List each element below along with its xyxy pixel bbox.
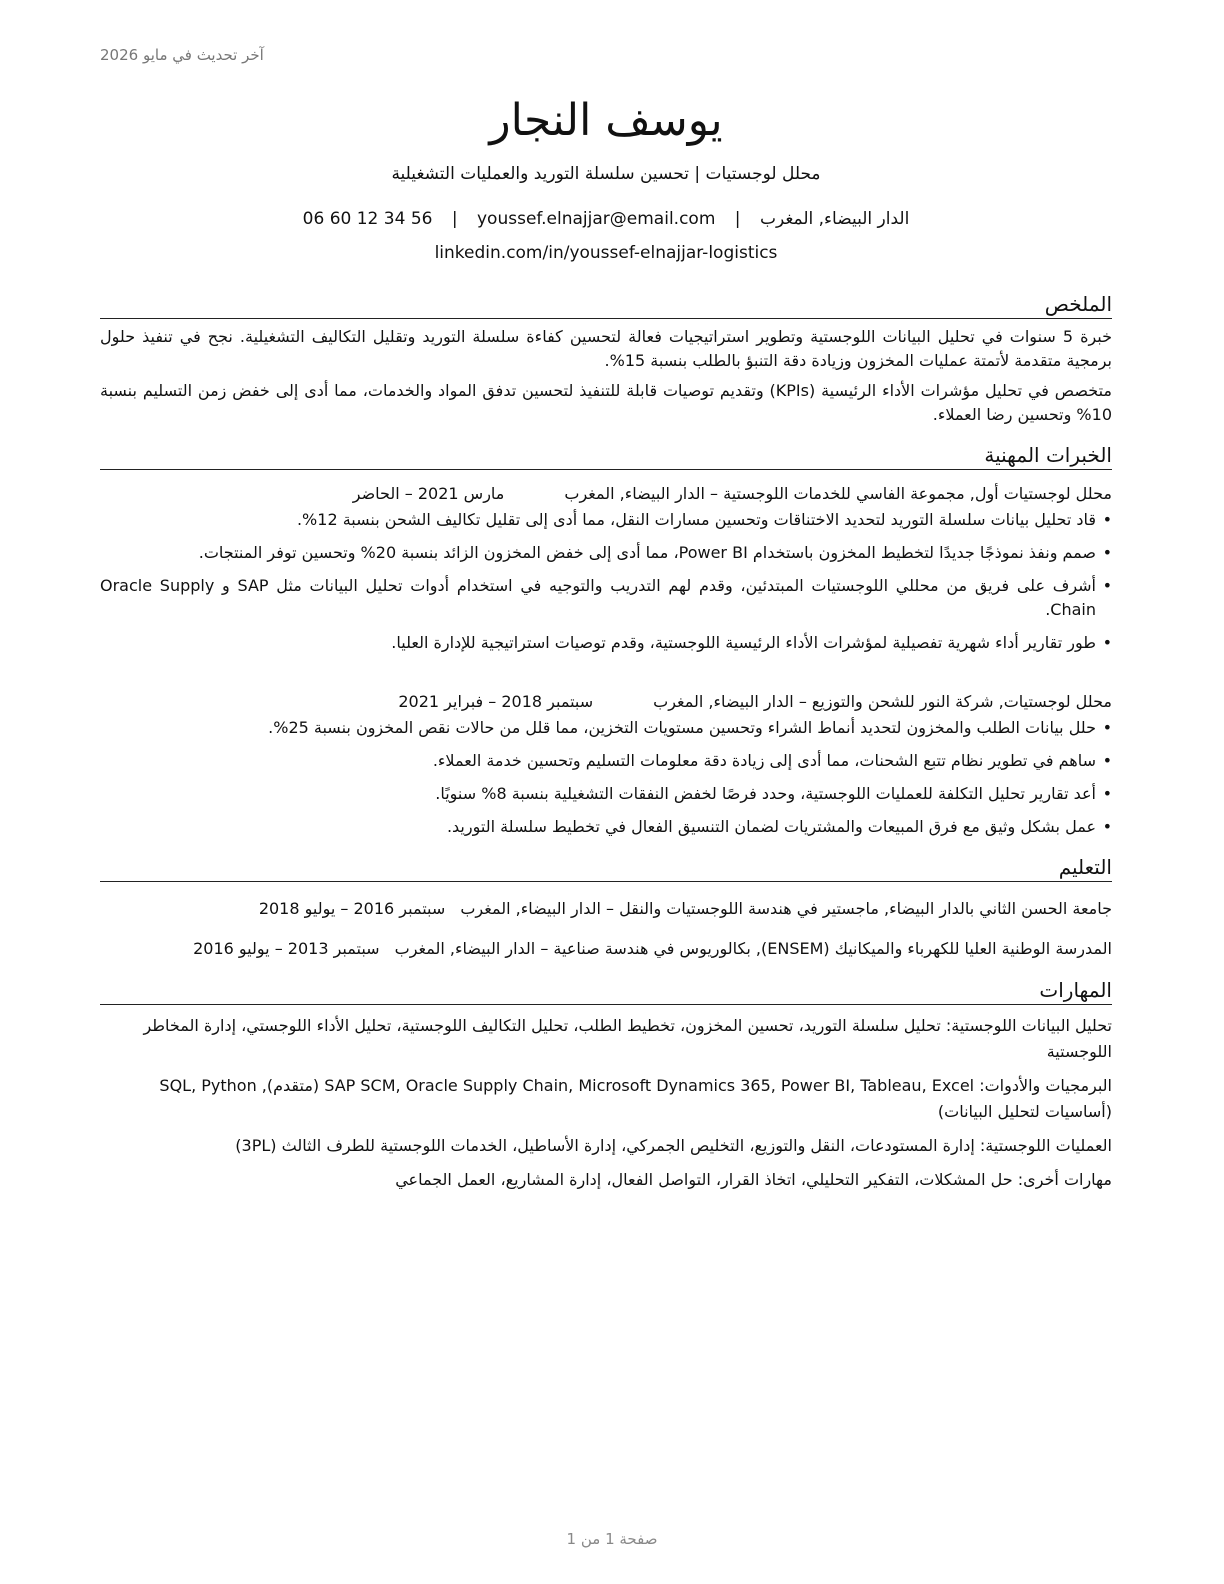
job-dates: مارس 2021 – الحاضر <box>352 484 505 503</box>
list-item: • أشرف على فريق من محللي اللوجستيات المبتدئين، وقدم لهم التدريب والتوجيه في استخدام أدوات تحليل البيانات مثل SAP و Oracle Supply Chain. <box>100 574 1112 622</box>
job-bullets <box>100 508 1112 655</box>
skills-section <box>100 976 1112 1193</box>
contact-email[interactable]: youssef.elnajjar@email.com <box>477 209 716 229</box>
skill-value: SAP SCM, Oracle Supply Chain, Microsoft Dynamics 365, Power BI, Tableau, Excel (متقدم), SQL, Python (أساسيات لتحليل البيانات) <box>159 1076 1112 1121</box>
summary-paragraph: خبرة 5 سنوات في تحليل البيانات اللوجستية وتطوير استراتيجيات فعالة لتحسين كفاءة سلسلة التوريد وتقليل التكاليف التشغيلية. نجح في تنفيذ حلول برمجية متقدمة لأتمتة عمليات المخزون وزيادة دقة التنبؤ بالطلب بنسبة 15%. <box>100 327 1112 370</box>
page-number: صفحة 1 من 1 <box>566 1530 658 1548</box>
education-text: جامعة الحسن الثاني بالدار البيضاء, ماجستير في هندسة اللوجستيات والنقل – الدار البيضاء, المغرب <box>460 899 1112 918</box>
skill-label: البرمجيات والأدوات: <box>979 1076 1112 1095</box>
skill-label: مهارات أخرى: <box>1017 1170 1112 1189</box>
job-entry <box>100 690 1112 839</box>
skill-line <box>100 1073 1112 1125</box>
experience-section <box>100 441 1112 839</box>
job-header <box>100 690 1112 714</box>
list-item: • قاد تحليل بيانات سلسلة التوريد لتحديد الاختناقات وتحسين مسارات النقل، مما أدى إلى تقليل تكاليف الشحن بنسبة 12%. <box>100 508 1112 532</box>
skill-value: تحليل سلسلة التوريد، تحسين المخزون، تخطيط الطلب، تحليل التكاليف اللوجستية، تحليل الأداء اللوجستي، إدارة المخاطر اللوجستية <box>143 1016 1112 1061</box>
contact-phone: 06 60 12 34 56 <box>302 209 433 229</box>
skill-value: حل المشكلات، التفكير التحليلي، اتخاذ القرار، التواصل الفعال، إدارة المشاريع، العمل الجماعي <box>395 1170 1013 1189</box>
list-item: • حلل بيانات الطلب والمخزون لتحديد أنماط الشراء وتحسين مستويات التخزين، مما قلل من حالات نقص المخزون بنسبة 25%. <box>100 716 1112 740</box>
list-item: • أعد تقارير تحليل التكلفة للعمليات اللوجستية، وحدد فرصًا لخفض النفقات التشغيلية بنسبة 8% سنويًا. <box>100 782 1112 806</box>
candidate-name: يوسف النجار <box>489 95 723 146</box>
education-entry <box>100 936 1112 962</box>
education-entry <box>100 896 1112 922</box>
list-item: • طور تقارير أداء شهرية تفصيلية لمؤشرات الأداء الرئيسية اللوجستية، وقدم توصيات استراتيجية للإدارة العليا. <box>100 631 1112 655</box>
job-dates: سبتمبر 2018 – فبراير 2021 <box>398 692 594 711</box>
list-item: • عمل بشكل وثيق مع فرق المبيعات والمشتريات لضمان التنسيق الفعال في تخطيط سلسلة التوريد. <box>100 815 1112 839</box>
list-item: • ساهم في تطوير نظام تتبع الشحنات، مما أدى إلى زيادة دقة معلومات التسليم وتحسين خدمة العملاء. <box>100 749 1112 773</box>
skill-line <box>100 1133 1112 1159</box>
job-entry <box>100 482 1112 655</box>
contact-location: الدار البيضاء, المغرب <box>759 209 910 229</box>
skill-line <box>100 1013 1112 1065</box>
job-title: محلل لوجستيات أول, مجموعة الفاسي للخدمات اللوجستية – الدار البيضاء, المغرب <box>564 484 1112 503</box>
summary-paragraph: متخصص في تحليل مؤشرات الأداء الرئيسية (KPIs) وتقديم توصيات قابلة للتنفيذ لتحسين تدفق المواد والخدمات، مما أدى إلى خفض زمن التسليم بنسبة 10% وتحسين رضا العملاء. <box>100 381 1112 424</box>
skill-line <box>100 1167 1112 1193</box>
education-section <box>100 853 1112 962</box>
education-text: المدرسة الوطنية العليا للكهرباء والميكانيك (ENSEM), بكالوريوس في هندسة صناعية – الدار البيضاء, المغرب <box>394 939 1112 958</box>
job-bullets <box>100 716 1112 839</box>
contact-line <box>100 206 1112 232</box>
contact-separator: | <box>734 209 741 229</box>
education-heading: التعليم <box>100 853 1112 882</box>
linkedin-link[interactable]: linkedin.com/in/youssef-elnajjar-logistics <box>434 243 778 263</box>
job-title: محلل لوجستيات, شركة النور للشحن والتوزيع – الدار البيضاء, المغرب <box>653 692 1112 711</box>
list-item: • صمم ونفذ نموذجًا جديدًا لتخطيط المخزون باستخدام Power BI، مما أدى إلى خفض المخزون الزائد بنسبة 20% وتحسين توفر المنتجات. <box>100 541 1112 565</box>
resume-page <box>100 0 1112 1584</box>
skill-label: العمليات اللوجستية: <box>979 1136 1112 1155</box>
experience-heading: الخبرات المهنية <box>100 441 1112 470</box>
education-dates: سبتمبر 2016 – يوليو 2018 <box>258 899 446 918</box>
summary-section <box>100 290 1112 427</box>
contact-separator: | <box>451 209 458 229</box>
skills-heading: المهارات <box>100 976 1112 1005</box>
skill-value: إدارة المستودعات، النقل والتوزيع، التخليص الجمركي، إدارة الأساطيل، الخدمات اللوجستية للطرف الثالث (3PL) <box>235 1136 975 1155</box>
skill-label: تحليل البيانات اللوجستية: <box>945 1016 1112 1035</box>
education-dates: سبتمبر 2013 – يوليو 2016 <box>193 939 380 958</box>
summary-heading: الملخص <box>100 290 1112 319</box>
last-updated: آخر تحديث في مايو 2026 <box>100 46 264 64</box>
job-subtitle: محلل لوجستيات | تحسين سلسلة التوريد والعمليات التشغيلية <box>391 164 821 184</box>
job-header <box>100 482 1112 506</box>
